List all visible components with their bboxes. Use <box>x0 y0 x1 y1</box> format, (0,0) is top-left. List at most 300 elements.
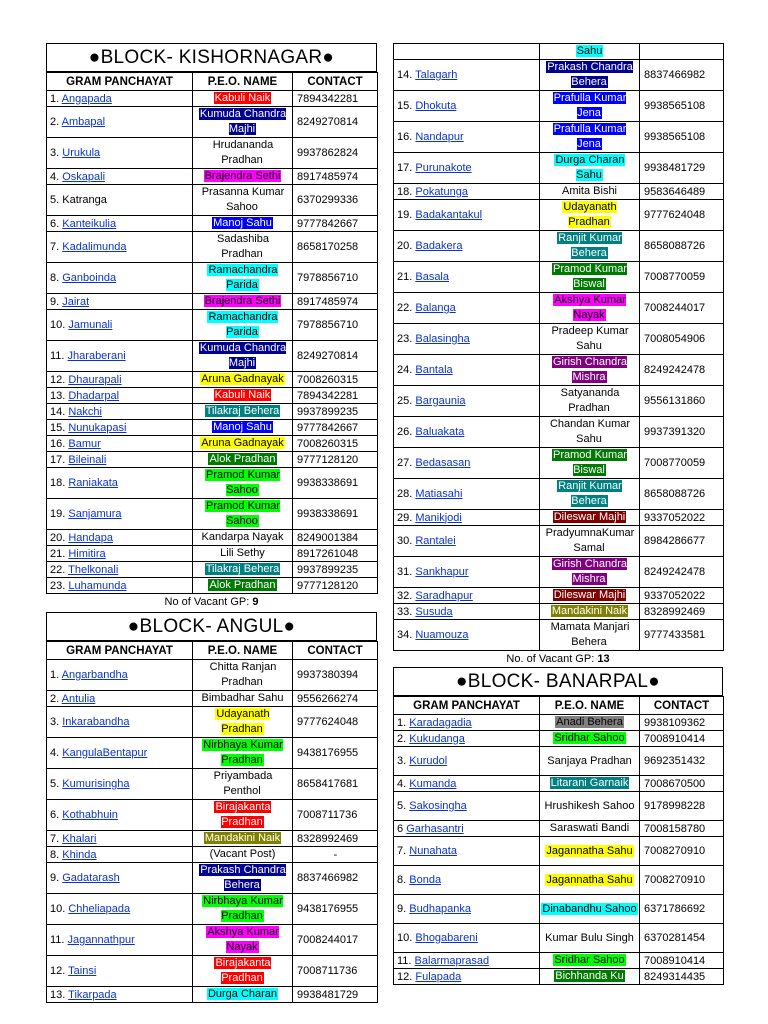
gram-panchayat-link[interactable]: Luhamunda <box>68 579 127 592</box>
peo-name-cell <box>193 847 293 863</box>
row-number: 1. <box>50 92 60 105</box>
gram-panchayat-link[interactable]: Antulia <box>61 692 96 705</box>
gram-panchayat-cell <box>47 660 193 691</box>
peo-name-cell <box>193 388 293 404</box>
gram-panchayat-link[interactable]: Nakchi <box>68 405 102 418</box>
contact-number: 9938109362 <box>640 715 724 731</box>
row-number: 1. <box>50 669 60 681</box>
gram-panchayat-cell <box>394 837 540 866</box>
table-row <box>394 60 724 91</box>
row-number: 27. <box>397 457 413 469</box>
block-kishornagar-title: ●BLOCK- KISHORNAGAR● <box>46 43 377 72</box>
table-row <box>47 956 378 987</box>
peo-name-cell <box>540 184 640 200</box>
row-number: 8. <box>50 848 60 861</box>
gram-panchayat-cell <box>47 185 193 216</box>
contact-number: 9938481729 <box>640 153 724 184</box>
kishornagar-vacant-count <box>46 594 377 610</box>
gram-panchayat-cell <box>47 800 193 831</box>
peo-name-cell <box>540 417 640 448</box>
row-number: 1. <box>397 716 407 729</box>
gram-panchayat-cell <box>47 232 193 263</box>
peo-name-cell <box>540 231 640 262</box>
gram-panchayat-cell <box>47 707 193 738</box>
peo-name-cell <box>193 404 293 420</box>
gram-panchayat-link[interactable]: Bamur <box>68 437 101 450</box>
gram-panchayat-link[interactable]: Dhaurapali <box>68 373 122 386</box>
gram-panchayat-cell <box>394 293 540 324</box>
peo-name: Alok Pradhan <box>209 453 276 465</box>
contact-number: 9937899235 <box>293 404 378 420</box>
table-row <box>394 776 724 792</box>
contact-number: 8249314435 <box>640 969 724 985</box>
row-number: 7. <box>50 832 60 845</box>
gram-panchayat-link[interactable]: Garhasantri <box>406 822 464 835</box>
gram-panchayat-link[interactable]: Badakantakul <box>415 209 483 221</box>
gram-panchayat-cell <box>394 200 540 231</box>
table-row <box>47 263 378 294</box>
peo-name-cell <box>540 510 640 526</box>
table-row <box>47 562 378 578</box>
table-row <box>47 294 378 310</box>
row-number: 9. <box>50 295 60 308</box>
gram-panchayat-link[interactable]: Kurudol <box>409 755 448 767</box>
peo-name: Durga Charan Sahu <box>555 154 625 181</box>
row-number: 12. <box>50 965 66 977</box>
row-number: 5. <box>397 800 407 812</box>
peo-name-cell <box>193 452 293 468</box>
peo-name-cell <box>193 546 293 562</box>
angul-continued-table <box>393 43 724 651</box>
peo-name: Aruna Gadnayak <box>201 373 284 385</box>
peo-name: Sadashiba Pradhan <box>217 233 269 260</box>
peo-name-cell <box>540 776 640 792</box>
gram-panchayat-link[interactable]: Inkarabandha <box>62 716 130 728</box>
peo-name: Ramachandra Parida <box>208 311 278 338</box>
gram-panchayat-link[interactable]: Oskapali <box>62 170 106 183</box>
contact-number: 8328992469 <box>293 831 378 847</box>
peo-name-cell <box>193 436 293 452</box>
table-row <box>394 386 724 417</box>
gram-panchayat-link[interactable]: Rantalei <box>415 535 456 547</box>
gram-panchayat-link[interactable]: Bileinali <box>68 453 107 466</box>
peo-name: Prakash Chandra Behera <box>200 864 286 891</box>
gram-panchayat-link[interactable]: Kadalimunda <box>62 241 127 253</box>
peo-name-cell <box>193 232 293 263</box>
row-number: 8. <box>50 272 60 284</box>
gram-panchayat-cell <box>394 262 540 293</box>
gram-panchayat-link[interactable]: Tikarpada <box>68 988 117 1001</box>
peo-name: Jagannatha Sahu <box>546 873 633 886</box>
gram-panchayat-link[interactable]: Baluakata <box>415 426 465 438</box>
gram-panchayat-link[interactable]: KangulaBentapur <box>62 747 148 759</box>
table-row <box>47 169 378 185</box>
gram-panchayat-link[interactable]: Himitira <box>68 547 106 560</box>
gram-panchayat-cell <box>47 894 193 925</box>
gram-panchayat-cell <box>47 499 193 530</box>
table-row <box>394 91 724 122</box>
gram-panchayat-cell <box>47 436 193 452</box>
gram-panchayat-link[interactable]: Saradhapur <box>415 589 473 602</box>
row-number: 2. <box>50 116 60 128</box>
peo-name: Jagannatha Sahu <box>546 844 633 857</box>
table-row <box>47 800 378 831</box>
gram-panchayat-link[interactable]: Jairat <box>62 295 90 308</box>
angul-table <box>46 641 378 1003</box>
gram-panchayat-link[interactable]: Balasingha <box>415 333 470 345</box>
peo-name: PradyumnaKumar Samal <box>545 527 635 554</box>
contact-number: 7978856710 <box>293 310 378 341</box>
peo-name: Dinabandhu Sahoo <box>542 902 637 915</box>
peo-name: Pradeep Kumar Sahu <box>551 325 629 352</box>
gram-panchayat-link[interactable]: Bedasasan <box>415 457 471 469</box>
gram-panchayat-link[interactable]: Jharaberani <box>67 350 126 362</box>
row-number: 29. <box>397 511 413 524</box>
peo-name: Bimbadhar Sahu <box>201 692 284 704</box>
gram-panchayat-link[interactable]: Ambapal <box>61 116 106 128</box>
table-row <box>394 715 724 731</box>
gram-panchayat-link[interactable]: Nandapur <box>415 131 464 143</box>
header-gram-panchayat: GRAM PANCHAYAT <box>394 697 540 715</box>
gram-panchayat-link[interactable]: Budhapanka <box>409 903 472 915</box>
gram-panchayat-cell <box>394 184 540 200</box>
table-row <box>47 691 378 707</box>
gram-panchayat-link[interactable]: Bargaunia <box>415 395 466 407</box>
table-row <box>394 479 724 510</box>
gram-panchayat-cell <box>47 863 193 894</box>
block-angul-title: ●BLOCK- ANGUL● <box>46 612 377 641</box>
contact-number: 7008770059 <box>640 448 724 479</box>
peo-name-cell <box>540 386 640 417</box>
gram-panchayat-cell <box>47 691 193 707</box>
peo-name: Hrushikesh Sahoo <box>544 799 635 812</box>
contact-number: 9937391320 <box>640 417 724 448</box>
gram-panchayat-cell <box>394 866 540 895</box>
row-number: 22. <box>397 302 413 314</box>
header-peo-name: P.E.O. NAME <box>540 697 640 715</box>
peo-name-cell <box>193 420 293 436</box>
peo-name: Mandakini Naik <box>551 605 628 617</box>
peo-name: Udayanath Pradhan <box>563 201 617 228</box>
peo-name: Dileswar Majhi <box>553 589 626 601</box>
gram-panchayat-link[interactable]: Sakosingha <box>409 800 467 812</box>
header-contact: CONTACT <box>640 697 724 715</box>
kishornagar-header-row <box>47 73 378 91</box>
table-row <box>47 831 378 847</box>
gram-panchayat-cell <box>47 546 193 562</box>
row-number: 6. <box>50 809 60 821</box>
table-row <box>394 969 724 985</box>
row-number: 13. <box>50 988 66 1001</box>
gram-panchayat-link[interactable]: Ganboinda <box>62 272 117 284</box>
gram-panchayat-cell <box>47 341 193 372</box>
contact-number: 9938481729 <box>293 987 378 1003</box>
peo-name: Kabuli Naik <box>214 92 271 104</box>
gram-panchayat-link[interactable]: Chheliapada <box>68 903 131 915</box>
contact-number: 8658170258 <box>293 232 378 263</box>
row-number: 11. <box>397 954 412 967</box>
gram-panchayat-link[interactable]: Raniakata <box>68 477 118 489</box>
gram-panchayat-link[interactable]: Khinda <box>62 848 97 861</box>
peo-name-cell <box>540 715 640 731</box>
peo-name-cell <box>540 153 640 184</box>
peo-name-cell <box>193 530 293 546</box>
row-number: 20. <box>50 531 66 544</box>
row-number: 3. <box>50 147 60 159</box>
table-row <box>394 324 724 355</box>
gram-panchayat-cell <box>47 310 193 341</box>
gram-panchayat-link[interactable]: Nunukapasi <box>68 421 127 434</box>
contact-number: 7008910414 <box>640 953 724 969</box>
peo-name: Akshya Kumar Nayak <box>554 294 626 321</box>
peo-name-cell <box>540 924 640 953</box>
row-number: 21. <box>397 271 413 283</box>
gram-panchayat-link[interactable]: Badakera <box>415 240 463 252</box>
contact-number: 8249270814 <box>293 107 378 138</box>
gram-panchayat-cell <box>394 386 540 417</box>
table-row <box>47 216 378 232</box>
row-number: 33. <box>397 605 413 618</box>
vacant-label: No. of Vacant GP: <box>506 653 598 665</box>
table-row <box>394 747 724 776</box>
peo-name-cell <box>193 310 293 341</box>
contact-number <box>640 44 724 60</box>
peo-name: Kandarpa Nayak <box>201 531 284 543</box>
peo-name-cell <box>193 468 293 499</box>
table-row <box>47 185 378 216</box>
contact-number: 9938565108 <box>640 91 724 122</box>
gram-panchayat-link[interactable]: Talagarh <box>415 69 458 81</box>
gram-panchayat-cell <box>394 557 540 588</box>
contact-number: 8249001384 <box>293 530 378 546</box>
row-number: 11. <box>50 350 65 362</box>
gram-panchayat-link: Katranga <box>62 194 107 206</box>
contact-number: 7008711736 <box>293 800 378 831</box>
peo-name-cell <box>540 821 640 837</box>
contact-number: 7008770059 <box>640 262 724 293</box>
contact-number: 7008910414 <box>640 731 724 747</box>
peo-name: Sridhar Sahoo <box>554 954 625 966</box>
gram-panchayat-cell <box>47 216 193 232</box>
gram-panchayat-cell <box>47 530 193 546</box>
peo-name: Mandakini Naik <box>204 832 281 844</box>
table-row <box>47 578 378 594</box>
peo-name-cell <box>193 800 293 831</box>
gram-panchayat-link[interactable]: Karadagadia <box>409 716 472 729</box>
contact-number: 9777433581 <box>640 620 724 651</box>
gram-panchayat-cell <box>394 60 540 91</box>
peo-name-cell <box>540 731 640 747</box>
row-number: 23. <box>50 579 66 592</box>
gram-panchayat-cell <box>394 895 540 924</box>
gram-panchayat-link[interactable]: Angarbandha <box>61 669 128 681</box>
peo-name: Girish Chandra Mishra <box>553 558 627 585</box>
gram-panchayat-cell <box>47 404 193 420</box>
gram-panchayat-link[interactable]: Kukudanga <box>409 732 465 745</box>
row-number: 10. <box>397 932 413 944</box>
gram-panchayat-cell <box>394 747 540 776</box>
row-number: 4. <box>50 170 60 183</box>
gram-panchayat-link[interactable]: Thelkonali <box>68 563 119 576</box>
gram-panchayat-link[interactable]: Kumanda <box>409 777 457 790</box>
contact-number: 9777842667 <box>293 216 378 232</box>
table-row <box>47 925 378 956</box>
row-number: 25. <box>397 395 413 407</box>
row-number: 15. <box>397 100 413 112</box>
peo-name: Pramod Kumar Biswal <box>553 449 627 476</box>
gram-panchayat-cell <box>394 91 540 122</box>
gram-panchayat-link[interactable]: Pokatunga <box>415 185 468 198</box>
peo-name: Sahu <box>576 45 603 57</box>
table-row <box>394 262 724 293</box>
peo-name-cell <box>540 200 640 231</box>
gram-panchayat-link[interactable]: Nunahata <box>409 845 457 857</box>
gram-panchayat-link[interactable]: Angapada <box>61 92 112 105</box>
gram-panchayat-link[interactable]: Manikjodi <box>415 511 462 524</box>
table-row <box>394 44 724 60</box>
table-row <box>394 604 724 620</box>
gram-panchayat-cell <box>394 448 540 479</box>
contact-number: 9777624048 <box>640 200 724 231</box>
peo-name: Ranjit Kumar Behera <box>558 232 622 259</box>
row-number: 14. <box>397 69 413 81</box>
row-number: 3. <box>50 716 60 728</box>
gram-panchayat-link[interactable]: Basala <box>415 271 449 283</box>
gram-panchayat-link[interactable]: Purunakote <box>415 162 472 174</box>
gram-panchayat-link[interactable]: Jamunali <box>68 319 113 331</box>
table-row <box>47 546 378 562</box>
gram-panchayat-cell <box>394 355 540 386</box>
gram-panchayat-cell <box>47 987 193 1003</box>
row-number: 12. <box>397 970 413 983</box>
banarpal-table <box>393 696 724 985</box>
gram-panchayat-link[interactable]: Sanjamura <box>68 508 122 520</box>
table-row <box>47 420 378 436</box>
table-row <box>394 153 724 184</box>
peo-name-cell <box>193 707 293 738</box>
peo-name-cell <box>193 660 293 691</box>
gram-panchayat-link[interactable]: Dhadarpal <box>68 389 120 402</box>
gram-panchayat-link[interactable]: Jagannathpur <box>67 934 135 946</box>
contact-number: 7894342281 <box>293 91 378 107</box>
contact-number: 8658088726 <box>640 231 724 262</box>
gram-panchayat-link[interactable]: Gadatarash <box>62 872 120 884</box>
peo-name: Amita Bishi <box>561 185 618 197</box>
gram-panchayat-cell <box>394 588 540 604</box>
gram-panchayat-link[interactable]: Bonda <box>409 874 442 886</box>
peo-name: Sridhar Sahoo <box>554 732 625 744</box>
row-number: 5. <box>50 778 60 790</box>
gram-panchayat-link[interactable]: Balanga <box>415 302 456 314</box>
gram-panchayat-link[interactable]: Nuamouza <box>415 629 469 641</box>
gram-panchayat-link[interactable]: Bantala <box>415 364 453 376</box>
contact-number: 8249242478 <box>640 557 724 588</box>
gram-panchayat-link[interactable]: Susuda <box>415 605 453 618</box>
gram-panchayat-cell <box>394 731 540 747</box>
row-number: 7. <box>50 241 60 253</box>
peo-name: Priyambada Penthol <box>213 770 273 797</box>
gram-panchayat-link[interactable]: Balarmaprasad <box>414 954 490 967</box>
table-row <box>47 738 378 769</box>
row-number: 12. <box>50 373 66 386</box>
gram-panchayat-link[interactable]: Kanteikulia <box>62 217 117 230</box>
peo-name-cell <box>193 107 293 138</box>
peo-name: Akshya Kumar Nayak <box>207 926 279 953</box>
table-row <box>394 122 724 153</box>
contact-number: 9777128120 <box>293 578 378 594</box>
contact-number: 9337052022 <box>640 510 724 526</box>
gram-panchayat-cell <box>47 107 193 138</box>
gram-panchayat-link[interactable]: Handapa <box>68 531 114 544</box>
table-row <box>47 468 378 499</box>
row-number: 17. <box>397 162 413 174</box>
peo-name: Pramod Kumar Biswal <box>553 263 627 290</box>
contact-number: 7008158780 <box>640 821 724 837</box>
peo-name-cell <box>540 895 640 924</box>
gram-panchayat-link[interactable]: Urukula <box>62 147 101 159</box>
gram-panchayat-link[interactable]: Sankhapur <box>415 566 469 578</box>
gram-panchayat-link[interactable]: Kothabhuin <box>62 809 118 821</box>
gram-panchayat-cell <box>47 91 193 107</box>
gram-panchayat-link[interactable]: Matiasahi <box>415 488 463 500</box>
contact-number: 8917261048 <box>293 546 378 562</box>
peo-name: Chitta Ranjan Pradhan <box>209 661 277 688</box>
peo-name: Prasanna Kumar Sahoo <box>201 186 285 213</box>
gram-panchayat-link[interactable]: Kumurisingha <box>62 778 130 790</box>
row-number: 11. <box>50 934 65 946</box>
contact-number: 7008260315 <box>293 372 378 388</box>
contact-number: 8249270814 <box>293 341 378 372</box>
row-number: 16. <box>50 437 66 450</box>
row-number: 23. <box>397 333 413 345</box>
gram-panchayat-cell <box>47 738 193 769</box>
peo-name-cell <box>540 122 640 153</box>
contact-number: - <box>293 847 378 863</box>
peo-name: Manoj Sahu <box>213 217 272 229</box>
row-number: 10. <box>50 903 66 915</box>
gram-panchayat-cell <box>394 924 540 953</box>
contact-number: 9438176955 <box>293 738 378 769</box>
peo-name: Prafulla Kumar Jena <box>553 92 627 119</box>
contact-number: 8984286677 <box>640 526 724 557</box>
right-column <box>393 43 723 985</box>
peo-name: Lili Sethy <box>220 547 265 559</box>
gram-panchayat-link[interactable]: Dhokuta <box>415 100 457 112</box>
row-number: 22. <box>50 563 66 576</box>
peo-name-cell <box>540 747 640 776</box>
vacant-number: 13 <box>597 653 610 665</box>
row-number: 32. <box>397 589 413 602</box>
table-row <box>47 660 378 691</box>
peo-name: Birajakanta Pradhan <box>215 957 271 984</box>
gram-panchayat-link[interactable]: Bhogabareni <box>415 932 478 944</box>
peo-name: Nirbhaya Kumar Pradhan <box>203 739 283 766</box>
peo-name: Kumar Bulu Singh <box>545 931 634 944</box>
peo-name: Durga Charan <box>207 988 278 1000</box>
gram-panchayat-link[interactable]: Tainsi <box>68 965 97 977</box>
contact-number: 9937862824 <box>293 138 378 169</box>
row-number: 30. <box>397 535 413 547</box>
table-row <box>394 231 724 262</box>
kishornagar-table <box>46 72 378 594</box>
table-row <box>47 894 378 925</box>
contact-number: 9438176955 <box>293 894 378 925</box>
gram-panchayat-link[interactable]: Fulapada <box>415 970 462 983</box>
table-row <box>394 510 724 526</box>
gram-panchayat-link[interactable]: Khalari <box>62 832 97 845</box>
contact-number: 9337052022 <box>640 588 724 604</box>
row-number: 15. <box>50 421 66 434</box>
